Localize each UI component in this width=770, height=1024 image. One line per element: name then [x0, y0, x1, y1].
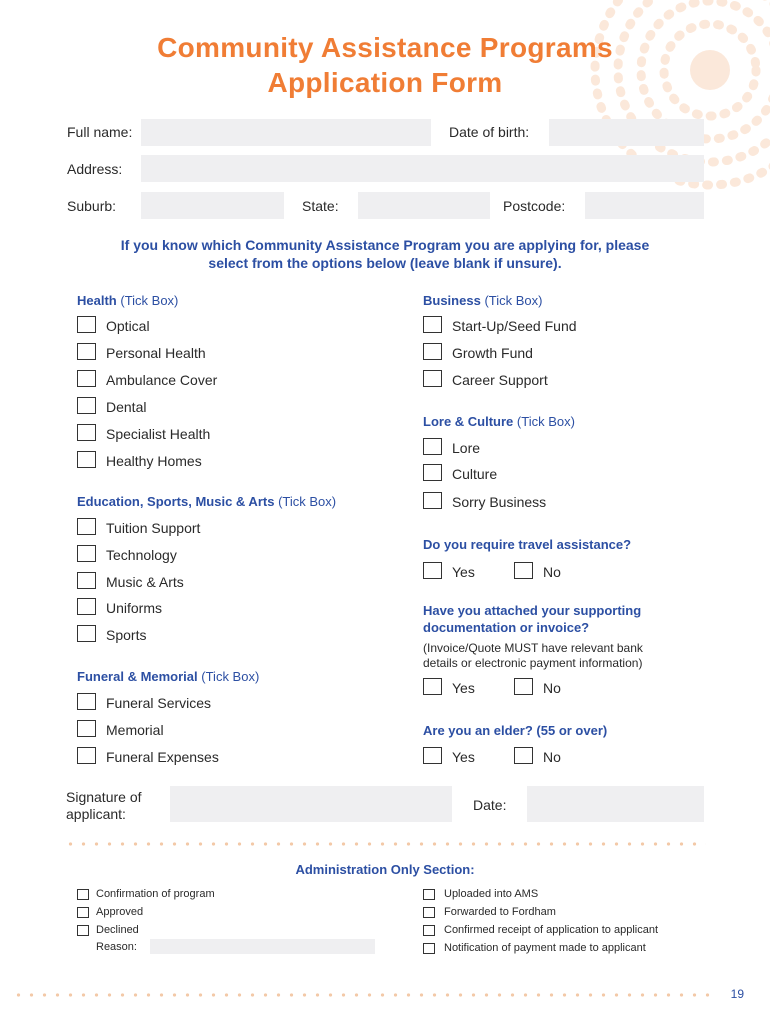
checkbox-sorry-business[interactable]: [423, 492, 442, 509]
postcode-field[interactable]: [585, 192, 704, 219]
intro-line2: select from the options below (leave blank if unsure).: [208, 255, 562, 271]
postcode-label: Postcode:: [503, 198, 566, 214]
admin-right-label: Confirmed receipt of application to applicant: [444, 924, 659, 936]
travel-no-label: No: [543, 564, 561, 580]
docs-no-label: No: [543, 680, 561, 696]
checkbox-admin-forwarded[interactable]: [423, 907, 435, 918]
state-field[interactable]: [358, 192, 490, 219]
checkbox-lore[interactable]: [423, 438, 442, 455]
checkbox-dental[interactable]: [77, 397, 96, 414]
admin-right-label: Notification of payment made to applicant: [444, 942, 646, 954]
business-heading: [423, 293, 542, 308]
checkbox-personal-health[interactable]: [77, 343, 96, 360]
admin-left-label: Declined: [96, 924, 139, 936]
docs-question-line1: Have you attached your supporting: [423, 603, 642, 618]
health-item-label: Specialist Health: [106, 426, 211, 442]
checkbox-healthy-homes[interactable]: [77, 451, 96, 468]
funeral-heading: [77, 669, 259, 684]
health-heading: [77, 293, 178, 308]
lore-title: Lore & Culture: [423, 414, 514, 429]
checkbox-growth-fund[interactable]: [423, 343, 442, 360]
admin-right-label: Uploaded into AMS: [444, 888, 539, 900]
signature-label-line2: applicant:: [66, 806, 126, 822]
state-label: State:: [302, 198, 339, 214]
signature-field[interactable]: [170, 786, 452, 822]
education-title: Education, Sports, Music & Arts: [77, 494, 275, 509]
checkbox-culture[interactable]: [423, 464, 442, 481]
tick-box-hint: (Tick Box): [516, 414, 575, 429]
suburb-field[interactable]: [141, 192, 284, 219]
health-item-label: Personal Health: [106, 345, 206, 361]
travel-question: Do you require travel assistance?: [423, 537, 632, 552]
admin-right-label: Forwarded to Fordham: [444, 906, 556, 918]
page-number: 19: [730, 987, 744, 1001]
checkbox-elder-no[interactable]: [514, 747, 533, 764]
health-item-label: Optical: [106, 318, 150, 334]
tick-box-hint: (Tick Box): [278, 494, 337, 509]
health-item-label: Dental: [106, 399, 147, 415]
docs-note-line1: (Invoice/Quote MUST have relevant bank: [423, 641, 643, 655]
admin-left-label: Approved: [96, 906, 144, 918]
health-title: Health: [77, 293, 117, 308]
tick-box-hint: (Tick Box): [201, 669, 260, 684]
docs-note-line2: details or electronic payment information): [423, 656, 643, 670]
health-item-label: Ambulance Cover: [106, 372, 218, 388]
checkbox-music-arts[interactable]: [77, 572, 96, 589]
funeral-title: Funeral & Memorial: [77, 669, 198, 684]
admin-reason-field[interactable]: [150, 939, 375, 954]
tick-box-hint: (Tick Box): [120, 293, 179, 308]
signature-date-label: Date:: [473, 797, 507, 813]
checkbox-technology[interactable]: [77, 545, 96, 562]
funeral-item-label: Funeral Expenses: [106, 749, 219, 765]
checkbox-optical[interactable]: [77, 316, 96, 333]
education-heading: [77, 494, 336, 509]
education-item-label: Music & Arts: [106, 574, 184, 590]
checkbox-admin-approved[interactable]: [77, 907, 89, 918]
checkbox-docs-no[interactable]: [514, 678, 533, 695]
checkbox-elder-yes[interactable]: [423, 747, 442, 764]
checkbox-career-support[interactable]: [423, 370, 442, 387]
tick-box-hint: (Tick Box): [484, 293, 543, 308]
checkbox-tuition-support[interactable]: [77, 518, 96, 535]
checkbox-travel-no[interactable]: [514, 562, 533, 579]
checkbox-ambulance-cover[interactable]: [77, 370, 96, 387]
checkbox-admin-confirmed-receipt[interactable]: [423, 925, 435, 936]
checkbox-funeral-services[interactable]: [77, 693, 96, 710]
full-name-field[interactable]: [141, 119, 431, 146]
form-title-line1: Community Assistance Programs: [157, 32, 613, 63]
footer-dotted-line: [12, 993, 712, 997]
docs-question-line2: documentation or invoice?: [423, 620, 590, 635]
education-item-label: Tuition Support: [106, 520, 201, 536]
business-item-label: Growth Fund: [452, 345, 533, 361]
lore-item-label: Sorry Business: [452, 494, 547, 510]
business-item-label: Career Support: [452, 372, 548, 388]
address-field[interactable]: [141, 155, 704, 182]
checkbox-travel-yes[interactable]: [423, 562, 442, 579]
checkbox-admin-uploaded-ams[interactable]: [423, 889, 435, 900]
lore-item-label: Lore: [452, 440, 481, 456]
funeral-item-label: Memorial: [106, 722, 164, 738]
checkbox-memorial[interactable]: [77, 720, 96, 737]
checkbox-specialist-health[interactable]: [77, 424, 96, 441]
elder-yes-label: Yes: [452, 749, 475, 765]
dob-label: Date of birth:: [449, 124, 530, 140]
checkbox-funeral-expenses[interactable]: [77, 747, 96, 764]
signature-date-field[interactable]: [527, 786, 704, 822]
checkbox-admin-declined[interactable]: [77, 925, 89, 936]
education-item-label: Technology: [106, 547, 177, 563]
admin-left-label: Confirmation of program: [96, 888, 215, 900]
business-title: Business: [423, 293, 481, 308]
full-name-label: Full name:: [67, 124, 133, 140]
checkbox-admin-payment-notification[interactable]: [423, 943, 435, 954]
lore-item-label: Culture: [452, 466, 498, 482]
education-item-label: Sports: [106, 627, 147, 643]
health-item-label: Healthy Homes: [106, 453, 202, 469]
admin-title: Administration Only Section:: [295, 862, 475, 877]
elder-no-label: No: [543, 749, 561, 765]
admin-reason-label: Reason:: [96, 941, 137, 953]
dotted-divider: [64, 842, 706, 846]
education-item-label: Uniforms: [106, 600, 163, 616]
suburb-label: Suburb:: [67, 198, 117, 214]
elder-question: Are you an elder? (55 or over): [423, 723, 608, 738]
intro-line1: If you know which Community Assistance Program you are applying for, please: [120, 237, 650, 253]
travel-yes-label: Yes: [452, 564, 475, 580]
checkbox-docs-yes[interactable]: [423, 678, 442, 695]
docs-yes-label: Yes: [452, 680, 475, 696]
form-title-line2: Application Form: [267, 67, 503, 98]
address-label: Address:: [67, 161, 123, 177]
funeral-item-label: Funeral Services: [106, 695, 212, 711]
business-item-label: Start-Up/Seed Fund: [452, 318, 577, 334]
lore-heading: [423, 414, 575, 429]
checkbox-sports[interactable]: [77, 625, 96, 642]
checkbox-start-up-seed-fund[interactable]: [423, 316, 442, 333]
signature-label-line1: Signature of: [66, 789, 142, 805]
dob-field[interactable]: [549, 119, 704, 146]
checkbox-admin-confirmation[interactable]: [77, 889, 89, 900]
checkbox-uniforms[interactable]: [77, 598, 96, 615]
